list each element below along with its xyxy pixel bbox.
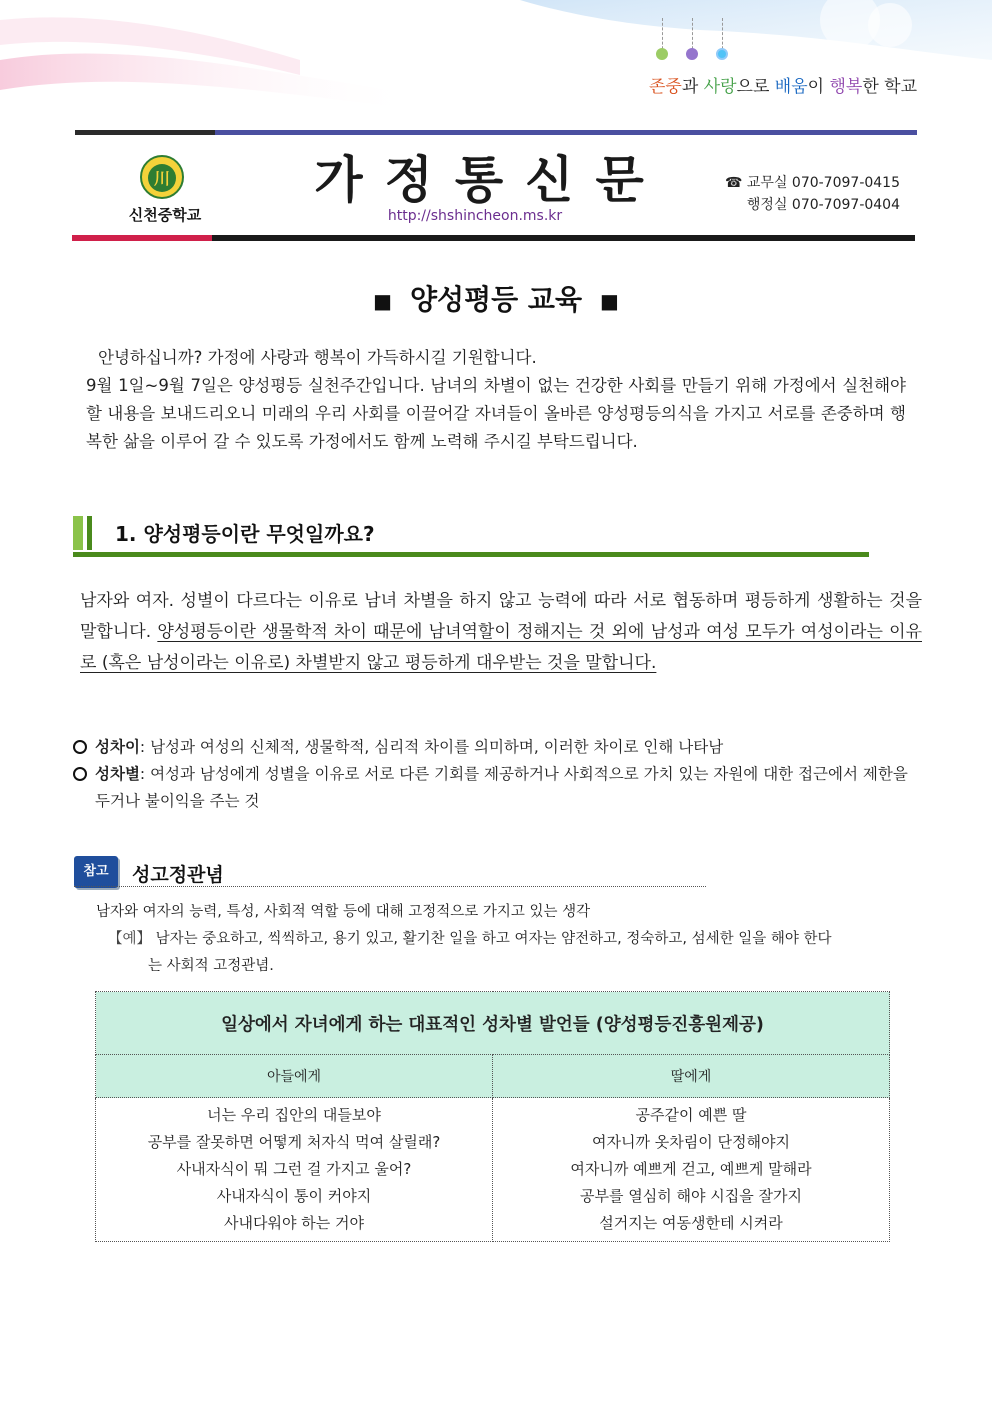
svg-text:川: 川 xyxy=(153,169,171,188)
document-title xyxy=(0,278,992,318)
list-item: 여자니까 예쁘게 걷고, 예쁘게 말해라 xyxy=(570,1160,812,1178)
term-description: : 여성과 남성에게 성별을 이유로 서로 다른 기회를 제공하거나 사회적으로 가치 있는 자원에 대한 접근에서 제한을 두거나 불이익을 주는 것 xyxy=(95,765,908,810)
section-title: 1. 양성평등이란 무엇일까요? xyxy=(115,522,375,546)
school-url[interactable]: http://shshincheon.ms.kr xyxy=(387,208,563,224)
term-label: 성차이 xyxy=(95,738,140,756)
newsletter-title: 가정통신문 xyxy=(314,151,666,209)
header-decoration xyxy=(0,0,992,130)
phone-office1: 교무실 070-7097-0415 xyxy=(746,175,900,191)
reference-body xyxy=(96,899,916,980)
list-item: 너는 우리 집안의 대들보야 xyxy=(207,1106,381,1124)
square-mark-icon: ■ xyxy=(373,289,392,313)
document-title-text: 양성평등 교육 xyxy=(409,283,583,316)
list-item: 여자니까 옷차림이 단정해야지 xyxy=(592,1133,790,1151)
intro-body: 9월 1일~9월 7일은 양성평등 실천주간입니다. 남녀의 차별이 없는 건강한 사회를 만들기 위해 가정에서 실천해야 할 내용을 보내드리오니 미래의 우리 사회를 이끌어갈 자녀들이 올바른 양성평등의식을 가지고 서로를 존중하며 행복한 삶을 이루어 갈 수 있도록 가정에서도 함께 노력해 주시길 부탁드립니다. xyxy=(86,376,906,451)
intro-paragraph xyxy=(86,344,906,456)
column-header-daughter: 딸에게 xyxy=(493,1055,890,1098)
list-item xyxy=(72,734,924,761)
greeting: 안녕하십니까? 가정에 사랑과 행복이 가득하시길 기원합니다. xyxy=(98,348,537,367)
gender-equality-definition: 남자와 여자. 성별이 다르다는 이유로 남녀 차별을 하지 않고 능력에 따라 서로 협동하며 평등하게 생활하는 것을 말합니다. 양성평등이란 생물학적 차이 때문에 남녀역할이 정해지는 것 외에 남성과 여성 모두가 여성이라는 이유로 (혹은 남성이라는 이유로) 차별받지 않고 평등하게 대우받는 것을 말합니다. xyxy=(80,591,922,673)
school-name: 신천중학교 xyxy=(128,206,202,224)
sexist-remarks-table xyxy=(95,991,890,1242)
reference-example-cont: 는 사회적 고정관념. xyxy=(148,958,274,974)
circle-bullet-icon xyxy=(73,740,87,754)
list-item: 사내자식이 통이 커야지 xyxy=(216,1187,372,1205)
column-header-son: 아들에게 xyxy=(96,1055,493,1098)
list-item: 공주같이 예쁜 딸 xyxy=(635,1106,747,1124)
school-slogan: 존중과 사랑으로 배움이 행복한 학교 xyxy=(648,77,917,97)
header-top-rule xyxy=(75,130,917,135)
list-item xyxy=(72,761,924,815)
reference-divider xyxy=(74,886,706,887)
definition-emphasis: 양성평등이란 생물학적 차이 때문에 남녀역할이 정해지는 것 외에 남성과 여성 모두가 여성이라는 이유로 (혹은 남성이라는 이유로) 차별받지 않고 평등하게 대우받는 것을 말합니다. xyxy=(80,622,922,673)
table-caption: 일상에서 자녀에게 하는 대표적인 성차별 발언들 (양성평등진흥원제공) xyxy=(96,992,890,1055)
school-logo xyxy=(140,155,184,199)
term-list xyxy=(72,734,924,815)
decorative-dots xyxy=(640,18,750,68)
term-label: 성차별 xyxy=(95,765,140,783)
reference-badge: 참고 xyxy=(74,856,118,888)
list-item: 설거지는 여동생한테 시켜라 xyxy=(599,1214,783,1232)
phone-icon: ☎ xyxy=(724,175,743,191)
son-remarks-cell xyxy=(96,1098,493,1242)
circle-bullet-icon xyxy=(73,767,87,781)
list-item: 공부를 잘못하면 어떻게 처자식 먹여 살릴래? xyxy=(147,1133,441,1151)
reference-example: 【예】 남자는 중요하고, 씩씩하고, 용기 있고, 활기찬 일을 하고 여자는 얌전하고, 정숙하고, 섬세한 일을 해야 한다 xyxy=(108,931,832,947)
daughter-remarks-cell xyxy=(493,1098,890,1242)
term-description: : 남성과 여성의 신체적, 생물학적, 심리적 차이를 의미하며, 이러한 차이로 인해 나타남 xyxy=(139,738,724,756)
phone-office2: 행정실 070-7097-0404 xyxy=(746,197,900,213)
list-item: 사내다워야 하는 거야 xyxy=(224,1214,364,1232)
reference-definition: 남자와 여자의 능력, 특성, 사회적 역할 등에 대해 고정적으로 가지고 있는 생각 xyxy=(96,904,591,920)
contact-info xyxy=(720,172,900,216)
list-item: 공부를 열심히 해야 시집을 잘가지 xyxy=(580,1187,802,1205)
square-mark-icon: ■ xyxy=(600,289,619,313)
header-bottom-rule xyxy=(72,235,915,241)
reference-title: 성고정관념 xyxy=(132,864,224,886)
list-item: 사내자식이 뭐 그런 걸 가지고 울어? xyxy=(176,1160,412,1178)
